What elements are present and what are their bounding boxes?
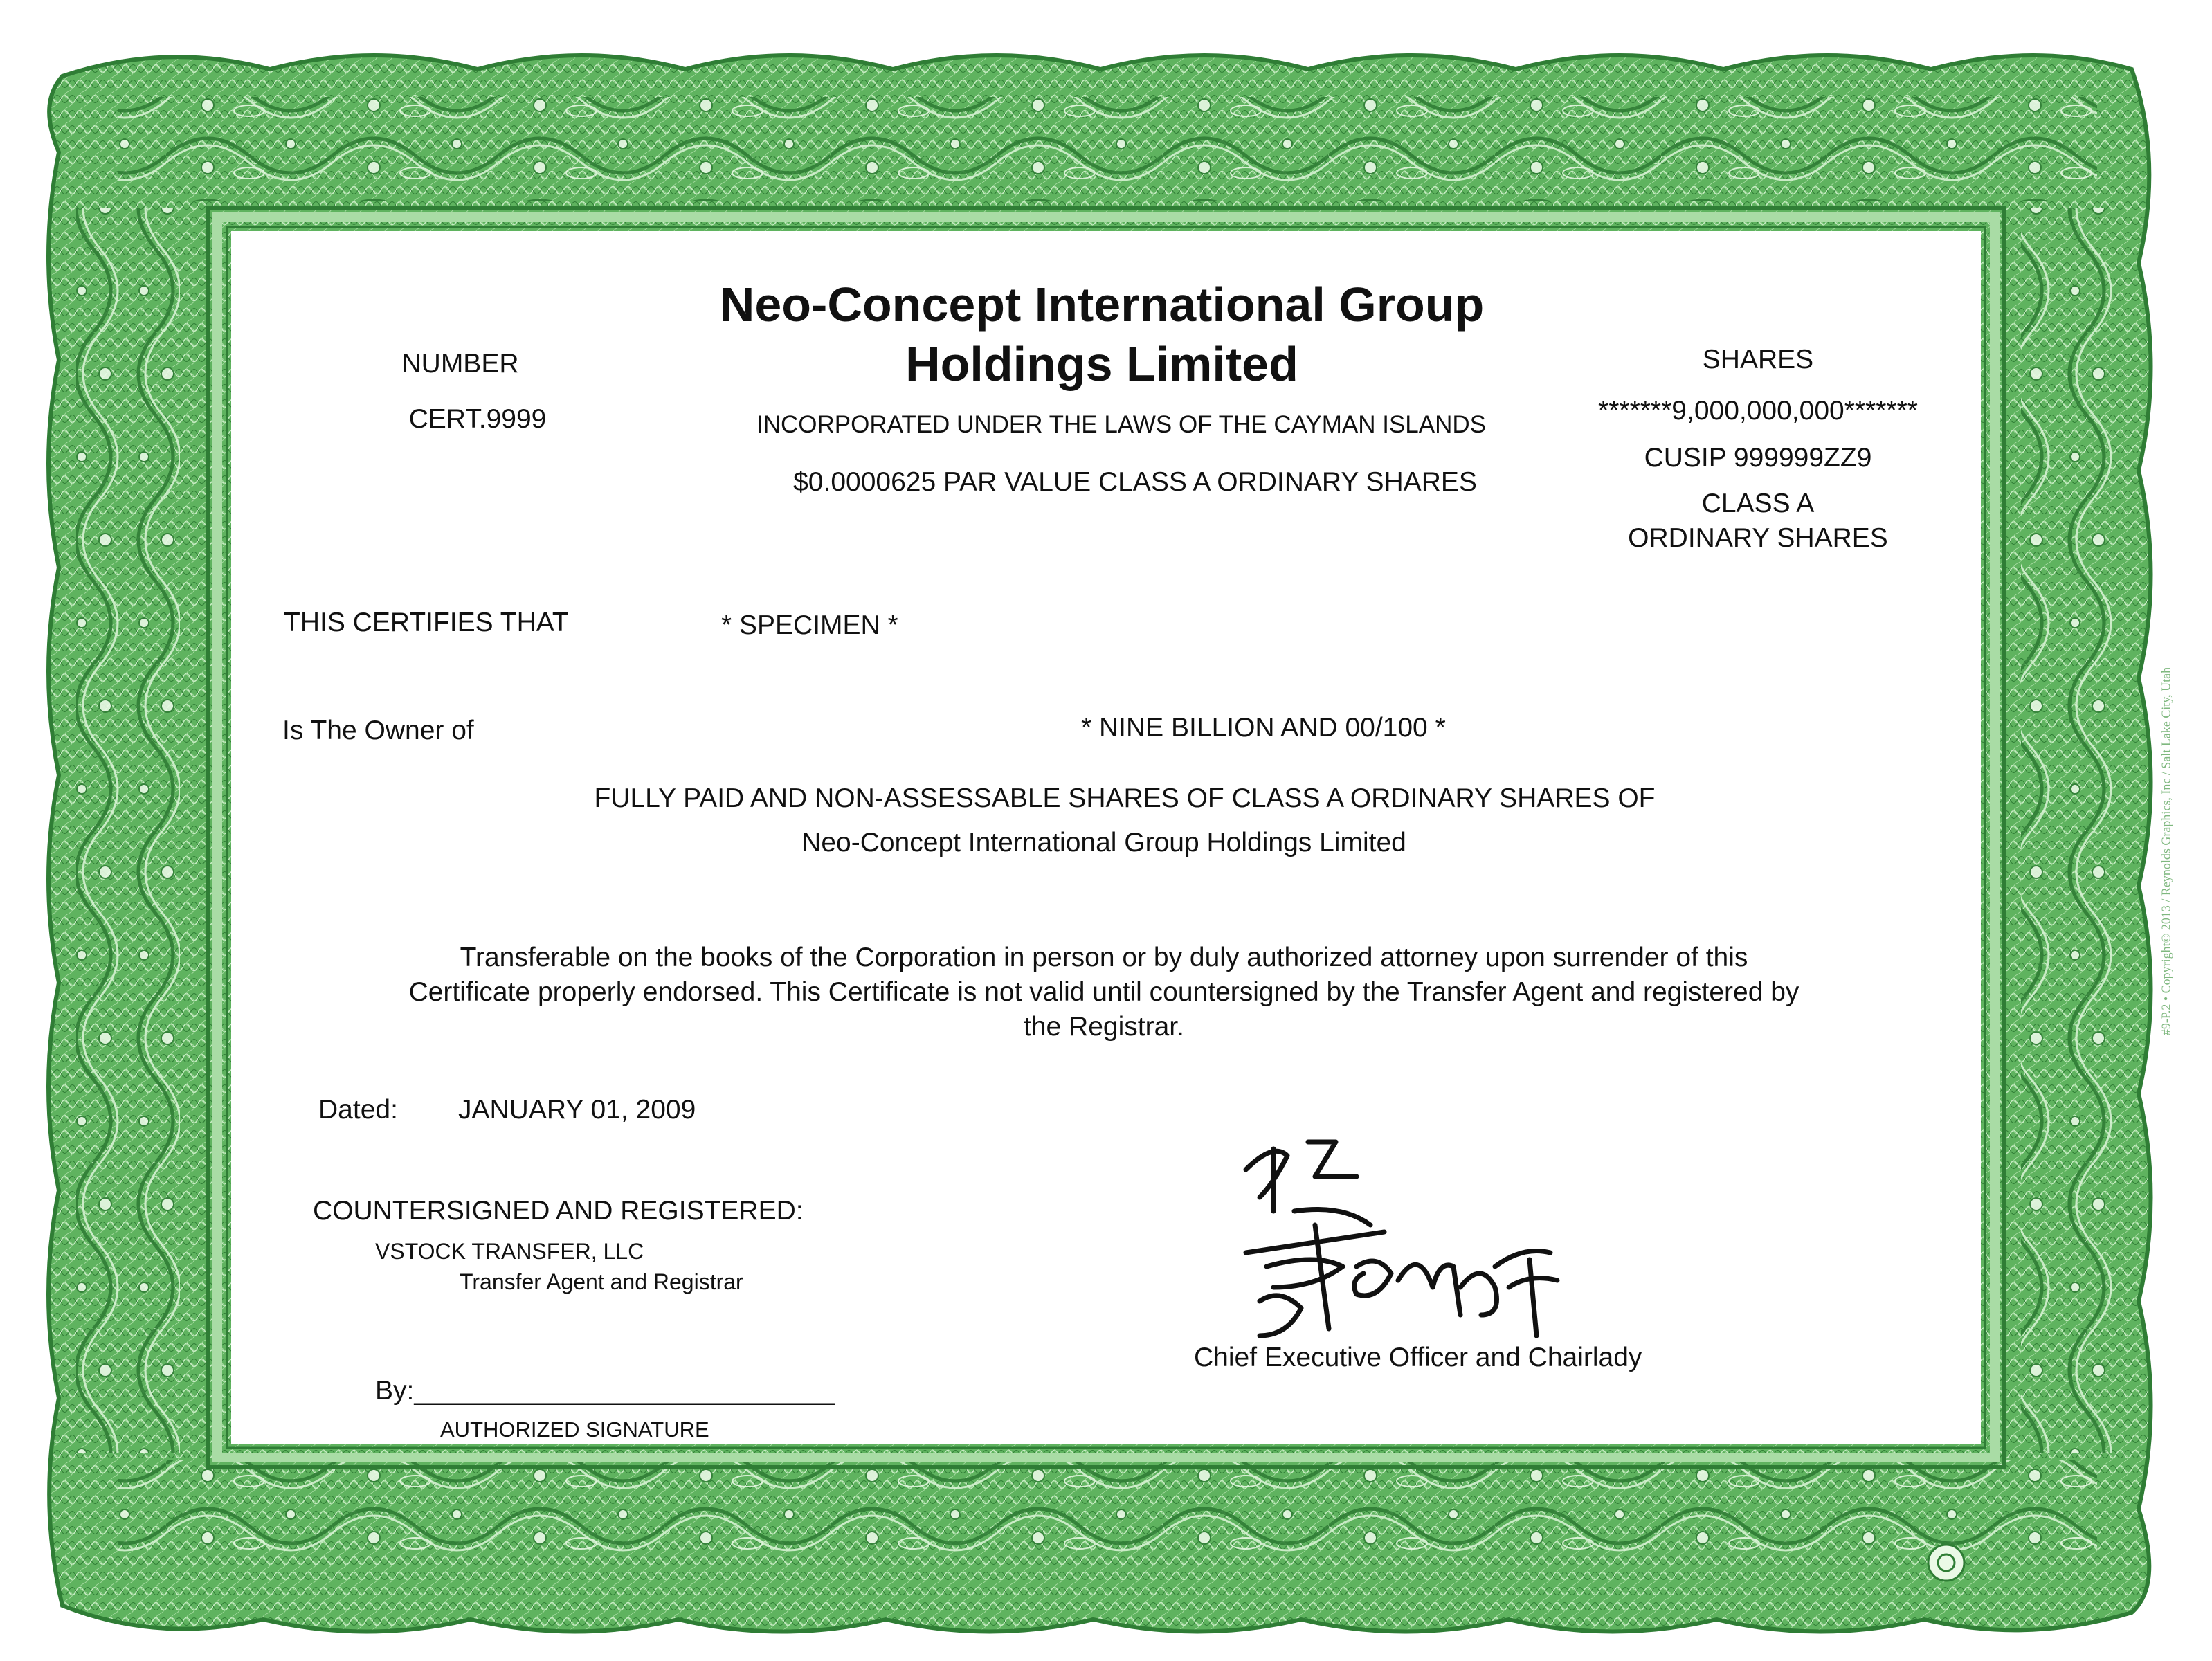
owner-label: Is The Owner of	[282, 716, 474, 745]
incorporation-text: INCORPORATED UNDER THE LAWS OF THE CAYMAN ISLANDS	[756, 411, 1487, 438]
shares-description-line2: Neo-Concept International Group Holdings Limited	[801, 828, 1406, 857]
transfer-text-line1: Transferable on the books of the Corporation in person or by duly authorized attorney upon surrender of this	[460, 943, 1748, 972]
certifies-label: THIS CERTIFIES THAT	[284, 608, 569, 637]
transfer-agent-name: VSTOCK TRANSFER, LLC	[375, 1239, 644, 1264]
cusip-number: CUSIP 999999ZZ9	[1644, 443, 1872, 473]
certificate-number: CERT.9999	[408, 404, 547, 434]
number-label: NUMBER	[401, 349, 519, 379]
class-line2: ORDINARY SHARES	[1628, 523, 1888, 553]
holder-name: * SPECIMEN *	[721, 610, 898, 640]
transfer-text-line2: Certificate properly endorsed. This Certificate is not valid until countersigned by the Transfer Agent and registered by	[408, 977, 1799, 1007]
transfer-text-line3: the Registrar.	[1024, 1012, 1184, 1042]
dated-label: Dated:	[318, 1095, 398, 1125]
ceo-signature	[1232, 1128, 1592, 1350]
shares-amount: *******9,000,000,000*******	[1598, 396, 1918, 426]
company-name-line1: Neo-Concept International Group	[719, 278, 1485, 332]
transfer-agent-role: Transfer Agent and Registrar	[460, 1269, 743, 1294]
shares-label: SHARES	[1702, 345, 1814, 374]
class-line1: CLASS A	[1701, 489, 1815, 518]
amount-in-words: * NINE BILLION AND 00/100 *	[1081, 713, 1446, 743]
by-signature-line: By:____________________________	[375, 1376, 835, 1406]
shares-description-line1: FULLY PAID AND NON-ASSESSABLE SHARES OF CLASS A ORDINARY SHARES OF	[594, 783, 1656, 813]
company-name-line2: Holdings Limited	[905, 337, 1298, 391]
officer-title: Chief Executive Officer and Chairlady	[1194, 1343, 1642, 1372]
border-copyright: #9-P.2 • Copyright© 2013 / Reynolds Graphics, Inc / Salt Lake City, Utah	[2159, 666, 2173, 1036]
countersigned-label: COUNTERSIGNED AND REGISTERED:	[313, 1196, 804, 1226]
par-value-text: $0.0000625 PAR VALUE CLASS A ORDINARY SHARES	[793, 467, 1477, 497]
authorized-signature-label: AUTHORIZED SIGNATURE	[440, 1417, 709, 1442]
dated-value: JANUARY 01, 2009	[458, 1095, 696, 1125]
